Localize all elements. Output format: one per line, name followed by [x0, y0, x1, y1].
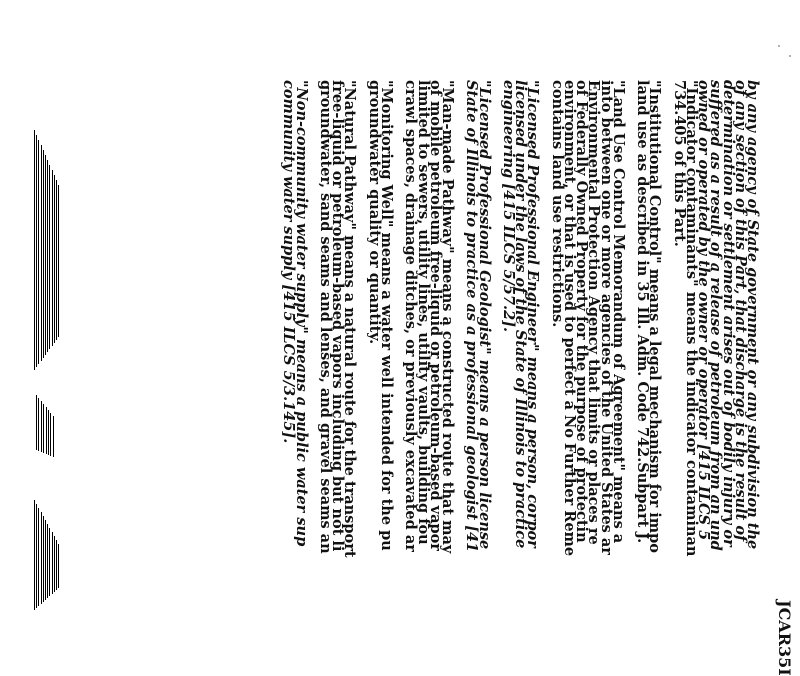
text-line: "Monitoring Well" means a water well intended for the pu — [378, 80, 395, 551]
text-line: limited to sewers, utility lines, utility vaults, building fou — [414, 80, 432, 545]
scan-mark — [49, 165, 50, 349]
scan-mark — [36, 504, 37, 608]
scan-mark — [52, 170, 53, 346]
scan-mark — [41, 512, 42, 604]
scan-mark — [41, 401, 42, 452]
text-line: State of Illinois to practice as a professional geologist [41 — [463, 80, 481, 553]
scan-mark — [34, 130, 35, 370]
text-line: "Non-community water supply" means a public water sup — [292, 80, 310, 547]
text-line: engineering [415 ILCS 5/57.2]. — [500, 80, 517, 333]
text-line: suffered as a result of a release of petroleum from an und — [707, 80, 725, 551]
text-line: "Man-made Pathway" means a constructed route that may — [439, 80, 456, 554]
text-line: of mobile petroleum free-liquid or petroleum-based vapor — [426, 80, 444, 551]
scan-mark — [43, 404, 44, 453]
scan-mark — [46, 407, 47, 454]
scan-mark — [41, 145, 42, 361]
scan-mark — [36, 135, 37, 367]
text-line: "Indicator contaminants" means the indicator contaminan — [683, 80, 700, 557]
scan-mark — [38, 398, 39, 451]
scan-mark — [48, 410, 49, 455]
text-line: of any section of this Part, that discharge is the result of — [731, 80, 749, 542]
scan-mark — [43, 150, 44, 358]
text-line: contains land use restrictions. — [548, 80, 566, 328]
rotated-text-page — [180, 80, 794, 676]
text-line: groundwater quality or quantity. — [365, 80, 383, 345]
scan-mark — [56, 180, 57, 340]
text-line: "Institutional Control" means a legal mechanism for impo — [646, 80, 664, 553]
text-line: community water supply [415 ILCS 5/3.145]. — [280, 80, 298, 444]
scan-mark — [58, 185, 59, 337]
scan-mark — [36, 395, 37, 450]
scan-mark — [58, 544, 59, 588]
text-line: groundwater, sand seams and lenses, and gravel seams an — [317, 80, 334, 554]
document-id: JCAR35I — [775, 600, 794, 676]
scan-mark — [49, 528, 50, 596]
text-line: environment, or that is used to perfect a No Further Reme — [561, 80, 578, 557]
scan-mark — [47, 524, 48, 598]
text-line: into between one or more agencies of the United States ar — [597, 80, 615, 555]
text-line: land use as described in 35 Ill. Adm. Code 742.Subpart J. — [634, 80, 652, 544]
scan-mark — [56, 540, 57, 590]
text-line: of Federally Owned Property for the purpose of protectin — [573, 80, 591, 543]
text-line: "Land Use Control Memorandum of Agreement" means a — [609, 80, 627, 544]
scan-mark — [53, 416, 54, 457]
text-line: owned or operated by the owner or operator [415 ILCS 5 — [695, 80, 713, 541]
text-line: free-liquid or petroleum-based vapors including but not li — [329, 80, 347, 552]
scan-mark — [54, 175, 55, 343]
scan-mark — [34, 500, 35, 610]
scan-mark — [54, 536, 55, 592]
speck — [789, 55, 791, 57]
text-line: 734.405 of this Part. — [670, 80, 688, 247]
text-line: "Natural Pathway" means a natural route for the transport — [341, 80, 359, 558]
scan-mark — [38, 140, 39, 364]
text-line: Environmental Protection Agency that limits or places re — [585, 80, 603, 545]
scan-mark — [43, 516, 44, 602]
scan-mark — [52, 532, 53, 594]
scan-mark — [45, 520, 46, 600]
text-line: "Licensed Professional Engineer" means a person, corpor — [524, 80, 542, 548]
text-line: crawl spaces, drainage ditches, or previously excavated ar — [402, 80, 420, 552]
text-line: determination or settlement arises out of bodily injury or — [719, 80, 737, 547]
text-line: "Licensed Professional Geologist" means a person license — [475, 80, 493, 550]
scan-mark — [47, 160, 48, 352]
scan-mark — [45, 155, 46, 355]
speck — [778, 45, 780, 47]
scan-mark — [50, 413, 51, 456]
text-line: by any agency of State government or any subdivision the — [744, 80, 761, 550]
text-line: licensed under the laws of the State of Illinois to practice — [512, 80, 530, 549]
scan-mark — [38, 508, 39, 606]
